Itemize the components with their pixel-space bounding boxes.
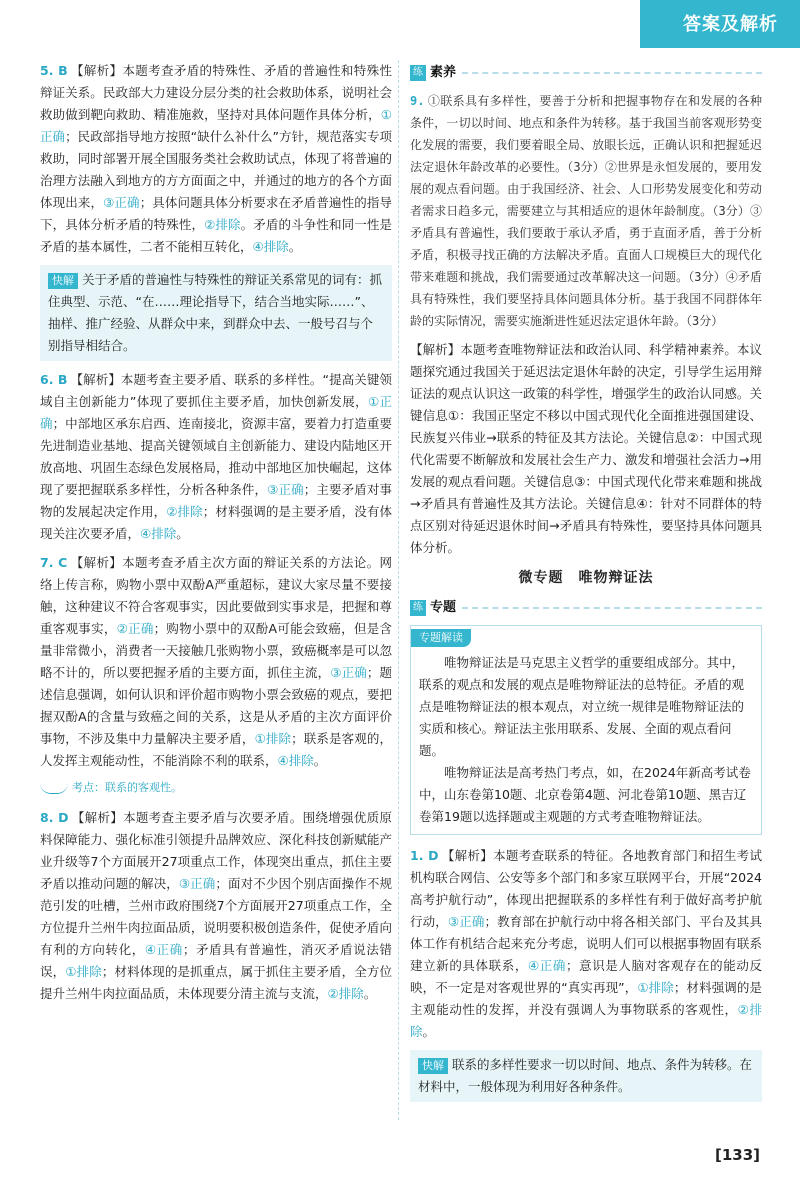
correct-mark: ③正确 xyxy=(178,876,216,891)
answer-9-analysis: 【解析】本题考查唯物辩证法和政治认同、科学精神素养。本议题探究通过我国关于延迟法定退休年龄的决定，引导学生运用辩证法的观点认识这一政策的科学性，增强学生的政治认同感。关键信息①：我国正坚定不移以中国式现代化全面推进强国建设、民族复兴伟业→联系的特征及其方法论。关键信息②：中国式现代化需要不断解放和发展社会生产力、激发和增强社会活力→用发展的观点看问题。关键信息③：中国式现代化带来难题和挑战→矛盾具有普遍性及其方法论。关键信息④：针对不同群体的特点区别对待延迟退休时间→矛盾具有特殊性，要坚持具体问题具体分析。 xyxy=(410,342,762,555)
exam-point-note: 考点：联系的客观性。 xyxy=(40,777,392,799)
column-divider xyxy=(398,60,400,1120)
answer-7: 7. C 【解析】本题考查矛盾主次方面的辩证关系的方法论。网络上传言称，购物小票中双酚A严重超标，建议大家尽量不要接触，这种建议不符合客观事实，因此要做到实事求是，把握和尊重客观事实，②正确；购物小票中的双酚A可能会致癌，但是含量非常微小，消费者一天接触几张购物小票，致癌概率是可以忽略不计的，所以要把握矛盾的主要方面，抓住主流，③正确；题述信息强调，如何认识和评价超市购物小票会致癌的观点，要把握双酚A的含量与致癌之间的关系，这是从矛盾的主次方面评价事物，不涉及集中力量解决主要矛盾，①排除；联系是客观的，人发挥主观能动性，不能消除不利的联系，④排除。 xyxy=(40,555,392,768)
header-title: 答案及解析 xyxy=(683,14,778,35)
paragraph: 唯物辩证法是高考热门考点，如，在2024年新高考试卷中，山东卷第10题、北京卷第4题、河北卷第10题、黑吉辽卷第19题以选择题或主观题的方式考查唯物辩证法。 xyxy=(419,765,751,824)
answer-5: 5. B 【解析】本题考查矛盾的特殊性、矛盾的普遍性和特殊性辩证关系。民政部大力建设分层分类的社会救助体系，说明社会救助做到靶向救助、精准施救，坚持对具体问题作具体分析，①正确；民政部指导地方按照“缺什么补什么”方针，规范落实专项救助，同时部署开展全国服务类社会救助试点，体现了将普遍的治理方法融入到地方的方方面面之中，并通过的地方的各个方面体现出来，③正确；具体问题具体分析要求在矛盾普遍性的指导下，具体分析矛盾的特殊性，②排除。矛盾的斗争性和同一性是矛盾的基本属性，二者不能相互转化，④排除。 xyxy=(40,63,392,254)
answer-number: 8. D xyxy=(40,810,69,825)
exclude-mark: ①排除 xyxy=(254,731,292,746)
answer-number: 9. xyxy=(410,94,425,108)
answer-number: 1. D xyxy=(410,848,439,863)
section-title: 专题 xyxy=(430,600,457,615)
answer-1: 1. D 【解析】本题考查联系的特征。各地教育部门和招生考试机构联合网信、公安等多个部门和多家互联网平台，开展“2024高考护航行动”，体现出把握联系的多样性有利于做好高考护航行动，③正确；教育部在护航行动中将各相关部门、平台及其具体工作有机结合起来充分考虑，说明人们可以根据事物固有联系建立新的具体联系，④正确；意识是人脑对客观存在的能动反映，不一定是对客观世界的“真实再现”，①排除；材料强调的是主观能动性的发挥，并没有强调人为事物联系的客观性，②排除。 xyxy=(410,848,762,1039)
box-body xyxy=(411,648,761,834)
exclude-mark: ②排除 xyxy=(166,504,203,519)
correct-mark: ③正确 xyxy=(267,482,304,497)
quick-tip: 快解 联系的多样性要求一切以时间、地点、条件为转移。在材料中，一般体现为利用好各种条件。 xyxy=(410,1050,762,1102)
page-header xyxy=(0,0,800,52)
correct-mark: ③正确 xyxy=(447,914,485,929)
exclude-mark: ④排除 xyxy=(140,526,177,541)
exclude-mark: ②排除 xyxy=(204,217,241,232)
section-badge: 练 xyxy=(410,600,426,616)
quick-tip-badge: 快解 xyxy=(48,273,78,289)
answer-6: 6. B 【解析】本题考查主要矛盾、联系的多样性。“提高关键领域自主创新能力”体现了要抓住主要矛盾，加快创新发展，①正确；中部地区承东启西、连南接北，资源丰富，要着力打造重要先进制造业基地、提高关键领域自主创新能力、建设内陆地区开放高地、巩固生态绿色发展格局，推动中部地区加快崛起，这体现了要把握联系多样性，分析各种条件，③正确；主要矛盾对事物的发展起决定作用，②排除；材料强调的是主要矛盾，没有体现关注次要矛盾，④排除。 xyxy=(40,372,393,541)
section-rule xyxy=(462,72,762,74)
section-title: 素养 xyxy=(430,65,457,80)
left-column xyxy=(40,60,392,1012)
box-tag: 专题解读 xyxy=(411,629,471,647)
answer-9: 9. ①联系具有多样性，要善于分析和把握事物存在和发展的各种条件，一切以时间、地点和条件为转移。基于我国当前客观形势变化发展的需要，我们要着眼全局、放眼长远，正确认识和把握延迟法定退休年龄改革的必要性。（3分）②世界是永恒发展的，要用发展的观点看问题。由于我国经济、社会、人口形势发展变化和劳动者需求日趋多元，需要建立与其相适应的退休年龄制度。（3分）③矛盾具有普遍性，我们要敢于承认矛盾，勇于直面矛盾，善于分析矛盾，积极寻找正确的方法解决矛盾。直面人口规模巨大的现代化带来难题和挑战，我们需要通过改革解决这一问题。（3分）④矛盾具有特殊性，我们要坚持具体问题具体分析。基于我国不同群体年龄的实际情况，需要实施渐进性延迟法定退休年龄。（3分） xyxy=(410,94,762,328)
paragraph: 唯物辩证法是马克思主义哲学的重要组成部分。其中，联系的观点和发展的观点是唯物辩证法的总特征。矛盾的观点是唯物辩证法的根本观点，对立统一规律是唯物辩证法的实质和核心。辩证法主张用联系、发展、全面的观点看问题。 xyxy=(419,655,745,758)
correct-mark: ①正确 xyxy=(40,394,392,431)
exclude-mark: ④排除 xyxy=(252,239,289,254)
exclude-mark: ④排除 xyxy=(277,753,314,768)
topic-interpretation-box xyxy=(410,625,762,835)
micro-topic-title: 微专题 唯物辩证法 xyxy=(518,570,654,586)
correct-mark: ①正确 xyxy=(40,107,392,144)
quick-tip-badge: 快解 xyxy=(418,1058,448,1074)
exclude-mark: ②排除 xyxy=(327,986,364,1001)
correct-mark: ③正确 xyxy=(330,665,367,680)
quick-tip: 快解 关于矛盾的普遍性与特殊性的辩证关系常见的词有：抓住典型、示范、“在……理论指导下，结合当地实际……”、抽样、推广经验、从群众中来，到群众中去、一般号召与个别指导相结合。 xyxy=(40,265,392,361)
exclude-mark: ①排除 xyxy=(637,980,674,995)
correct-mark: ②正确 xyxy=(116,621,154,636)
header-tab xyxy=(640,0,800,48)
section-rule xyxy=(462,607,762,609)
correct-mark: ④正确 xyxy=(144,942,183,957)
answer-number: 6. B xyxy=(40,372,68,387)
curved-arrow-icon xyxy=(40,783,68,794)
correct-mark: ③正确 xyxy=(103,195,140,210)
answer-8: 8. D 【解析】本题考查主要矛盾与次要矛盾。围绕增强优质原料保障能力、强化标准引领提升品牌效应、深化科技创新赋能产业升级等7个方面展开27项重点工作，体现突出重点，抓住主要矛盾以推动问题的解决，③正确；面对不少因个别店面操作不规范引发的吐槽，兰州市政府围绕7个方面展开27项重点工作，全方位提升兰州牛肉拉面品质，说明要积极创造条件，促使矛盾向有利的方向转化，④正确；矛盾具有普遍性，消灭矛盾说法错误，①排除；材料体现的是抓重点，属于抓住主要矛盾，全方位提升兰州牛肉拉面品质，未体现要分清主流与支流，②排除。 xyxy=(40,810,392,1001)
page-number: [133] xyxy=(714,1146,760,1164)
exclude-mark: ②排除 xyxy=(410,1002,762,1039)
answer-number: 5. B xyxy=(40,63,68,78)
answer-number: 7. C xyxy=(40,555,68,570)
section-header-zhuanti xyxy=(410,597,762,619)
section-header-suyang xyxy=(410,62,762,84)
exclude-mark: ①排除 xyxy=(65,964,102,979)
section-badge: 练 xyxy=(410,65,426,81)
right-column xyxy=(410,60,762,1110)
correct-mark: ④正确 xyxy=(527,958,566,973)
